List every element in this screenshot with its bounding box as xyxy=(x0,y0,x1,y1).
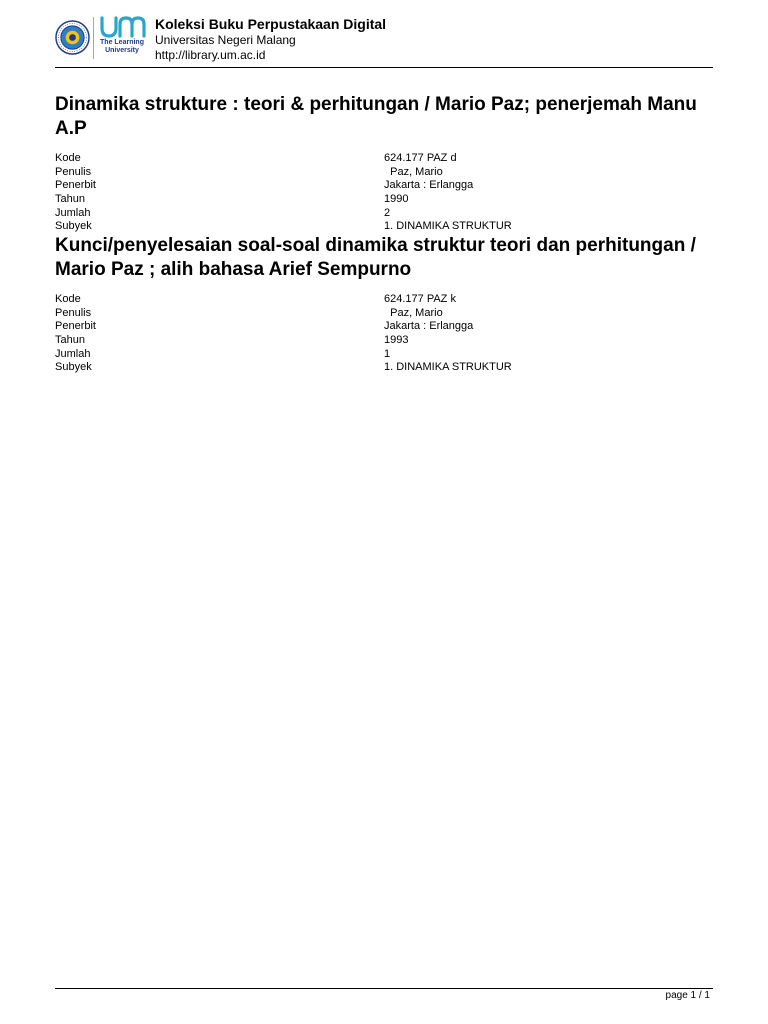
field-label: Penulis xyxy=(55,306,92,319)
field-label: Subyek xyxy=(55,361,92,374)
field-value: 2 xyxy=(384,206,391,219)
record-fields-1 xyxy=(55,152,713,234)
org-url[interactable]: http://library.um.ac.id xyxy=(155,48,266,62)
header-divider xyxy=(55,67,713,68)
university-seal-icon xyxy=(55,20,90,55)
field-row xyxy=(55,320,713,334)
field-label: Kode xyxy=(55,152,81,164)
field-label: Jumlah xyxy=(55,206,91,219)
field-row xyxy=(55,307,713,321)
field-value: Jakarta : Erlangga xyxy=(384,179,474,192)
field-label: Tahun xyxy=(55,334,85,347)
field-row xyxy=(55,348,713,362)
field-row xyxy=(55,179,713,193)
field-row xyxy=(55,152,713,166)
page-number: page 1 / 1 xyxy=(665,990,710,1001)
field-value: 1990 xyxy=(384,193,409,206)
page-header xyxy=(55,12,713,67)
field-label: Penerbit xyxy=(55,179,96,192)
field-row xyxy=(55,166,713,180)
field-value: 624.177 PAZ d xyxy=(384,152,457,164)
record-fields-2 xyxy=(55,293,713,375)
field-value: 1. DINAMIKA STRUKTUR xyxy=(384,361,512,374)
field-label: Subyek xyxy=(55,220,92,233)
field-label: Tahun xyxy=(55,193,85,206)
logo-divider xyxy=(93,17,94,59)
org-info xyxy=(155,16,386,63)
field-row xyxy=(55,193,713,207)
field-value: 1 xyxy=(384,347,391,360)
record-title-1: Dinamika strukture : teori & perhitungan / Mario Paz; penerjemah Manu A.P xyxy=(55,94,697,139)
field-label: Kode xyxy=(55,293,81,305)
field-row xyxy=(55,220,713,234)
field-row xyxy=(55,334,713,348)
field-value: Jakarta : Erlangga xyxy=(384,320,474,333)
field-value: 1. DINAMIKA STRUKTUR xyxy=(384,220,512,233)
field-row xyxy=(55,361,713,375)
org-title: Koleksi Buku Perpustakaan Digital xyxy=(155,16,387,32)
footer-divider xyxy=(55,988,713,989)
field-row xyxy=(55,293,713,307)
field-value: 1993 xyxy=(384,334,409,347)
field-row xyxy=(55,207,713,221)
field-label: Jumlah xyxy=(55,347,91,360)
logo-tagline: The Learning University xyxy=(100,39,144,54)
field-value: Paz, Mario xyxy=(384,306,443,319)
org-subtitle: Universitas Negeri Malang xyxy=(155,33,296,47)
field-value: Paz, Mario xyxy=(384,165,443,178)
field-label: Penulis xyxy=(55,165,92,178)
record-title-2: Kunci/penyelesaian soal-soal dinamika struktur teori dan perhitungan / Mario Paz ; alih bahasa Arief Sempurno xyxy=(55,235,696,280)
field-label: Penerbit xyxy=(55,320,96,333)
logo-group xyxy=(55,14,150,64)
field-value: 624.177 PAZ k xyxy=(384,293,456,305)
